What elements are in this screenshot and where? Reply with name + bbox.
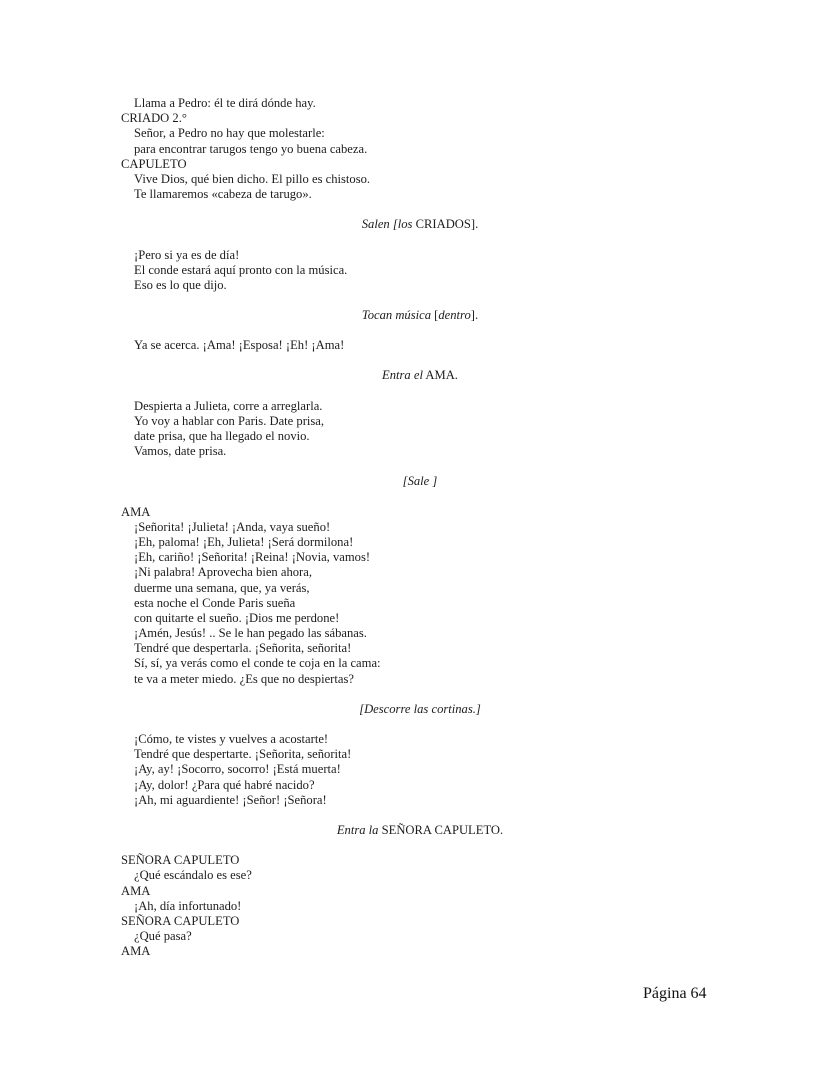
stage-direction-part: Entra la (336, 822, 379, 837)
page-number: Página 64 (643, 985, 707, 1002)
verse-line: te va a meter miedo. ¿Es que no despiertas? (134, 671, 354, 686)
stage-direction (121, 308, 681, 323)
verse-line: Tendré que despertarte. ¡Señorita, señorita! (134, 747, 352, 762)
verse-line: ¡Pero si ya es de día! (134, 247, 240, 262)
stage-direction-part: CRIADOS]. (412, 217, 479, 232)
stage-direction-part: AMA. (422, 368, 458, 383)
stage-direction (121, 368, 681, 383)
verse-line: Llama a Pedro: él te dirá dónde hay. (134, 96, 316, 110)
stage-direction-part: dentro (438, 308, 471, 323)
verse-line: ¡Eh, paloma! ¡Eh, Julieta! ¡Será dormilona! (134, 534, 354, 549)
verse-line: ¿Qué pasa? (134, 929, 192, 944)
verse-line: ¿Qué escándalo es ese? (134, 868, 252, 883)
verse-line: ¡Cómo, te vistes y vuelves a acostarte! (134, 732, 329, 746)
stage-direction (121, 474, 681, 489)
verse-line: Yo voy a hablar con Paris. Date prisa, (134, 413, 325, 428)
stage-direction-part: [Sale ] (402, 474, 438, 489)
verse-line: Te llamaremos «cabeza de tarugo». (134, 187, 312, 202)
stage-direction (121, 702, 681, 717)
verse-line: con quitarte el sueño. ¡Dios me perdone! (134, 610, 340, 625)
speaker-name: SEÑORA CAPULETO (121, 913, 240, 928)
verse-line: para encontrar tarugos tengo yo buena cabeza. (134, 141, 368, 156)
verse-line: El conde estará aquí pronto con la música. (134, 262, 348, 277)
verse-line: Señor, a Pedro no hay que molestarle: (134, 126, 325, 141)
stage-direction-part: ]. (470, 308, 479, 323)
stage-direction-part: [ (431, 308, 439, 323)
stage-direction-part: Entra el (382, 368, 423, 383)
verse-line: Eso es lo que dijo. (134, 277, 227, 292)
verse-line: Vive Dios, qué bien dicho. El pillo es chistoso. (134, 171, 371, 186)
stage-direction-part: SEÑORA CAPULETO. (378, 822, 504, 837)
verse-line: Despierta a Julieta, corre a arreglarla. (134, 398, 323, 413)
verse-line: date prisa, que ha llegado el novio. (134, 429, 310, 443)
play-text (121, 96, 681, 959)
stage-direction-part: [Descorre las cortinas.] (359, 701, 481, 716)
stage-direction-part: Salen [los (361, 217, 413, 232)
verse-line: ¡Ni palabra! Aprovecha bien ahora, (134, 565, 312, 580)
verse-line: ¡Amén, Jesús! .. Se le han pegado las sábanas. (134, 626, 367, 641)
verse-line: Sí, sí, ya verás como el conde te coja en la cama: (134, 656, 381, 671)
verse-line: ¡Ay, dolor! ¿Para qué habré nacido? (134, 777, 315, 792)
speaker-name: SEÑORA CAPULETO (121, 853, 240, 868)
verse-line: ¡Ay, ay! ¡Socorro, socorro! ¡Está muerta! (134, 762, 341, 777)
verse-line: ¡Ah, mi aguardiente! ¡Señor! ¡Señora! (134, 792, 327, 807)
verse-line: ¡Ah, día infortunado! (134, 898, 242, 913)
speaker-name: AMA (121, 504, 151, 519)
verse-line: duerme una semana, que, ya verás, (134, 580, 310, 595)
verse-line: Tendré que despertarla. ¡Señorita, señorita! (134, 641, 352, 656)
verse-line: Vamos, date prisa. (134, 444, 227, 459)
speaker-name: CRIADO 2.° (121, 111, 187, 126)
stage-direction (121, 823, 681, 838)
verse-line: esta noche el Conde Paris sueña (134, 595, 296, 610)
speaker-name: AMA (121, 883, 151, 898)
speaker-name: CAPULETO (121, 156, 187, 171)
verse-line: ¡Eh, cariño! ¡Señorita! ¡Reina! ¡Novia, vamos! (134, 550, 371, 565)
verse-line: ¡Señorita! ¡Julieta! ¡Anda, vaya sueño! (134, 519, 331, 534)
stage-direction (121, 217, 681, 232)
stage-direction-part: Tocan música (361, 308, 432, 323)
verse-line: Ya se acerca. ¡Ama! ¡Esposa! ¡Eh! ¡Ama! (134, 338, 345, 353)
speaker-name: AMA (121, 944, 151, 959)
